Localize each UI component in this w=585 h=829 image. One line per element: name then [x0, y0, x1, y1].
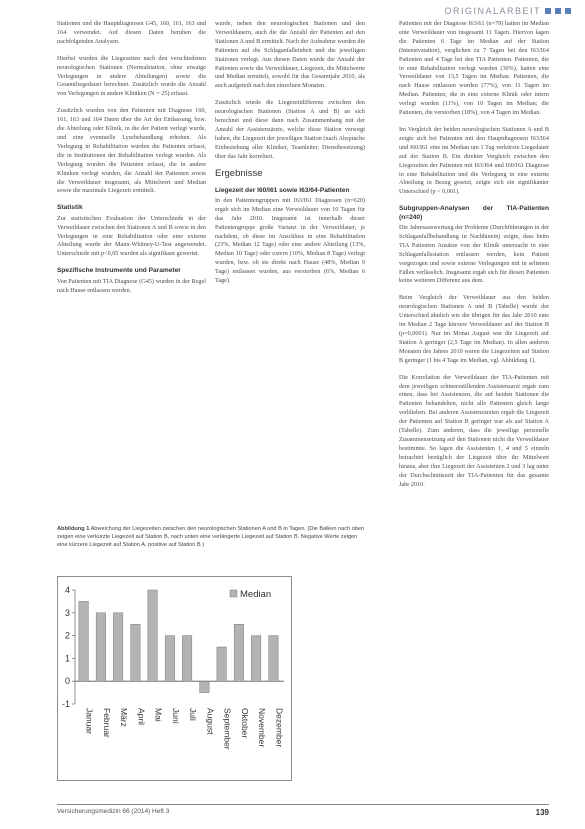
- y-tick-label: 2: [64, 630, 70, 641]
- bar: [182, 636, 191, 682]
- x-tick-label: April: [136, 708, 147, 726]
- section-header: [444, 6, 571, 16]
- header-square-2: [555, 8, 561, 14]
- x-tick-label: September: [222, 708, 233, 750]
- y-tick-label: -1: [61, 699, 70, 709]
- heading-tia: Subgruppen-Analysen der TIA-Patienten (n=240): [399, 205, 549, 221]
- paragraph: Beim Vergleich der Verweildauer aus den beiden neurologischen Stationen A und B (Tabelle) wurde der Unterschied ähnlich wie die übrigen für das Jahr 2010 eine im Median 2 Tage kürzere Verweildauer auf der Station B (p=0,0001). Nur im Monat August war die Liegezeit auf Station A geringer (2,5 Tage im Median). In allen anderen Monaten des Jahres 2010 waren die Liegezeiten auf Station B geringer (1 bis 4 Tage im Median, vgl. Abbildung 1).: [399, 294, 549, 364]
- caption-text: Abweichung der Liegezeiten zwischen den neurologischen Stationen A und B in Tagen. (Die Balken nach oben zeigen eine verkürzte Liegezeit auf Station B, nach unten eine verlängerte Liegezeit auf Station B. Negative Werte zeigen eine kürzere Liegezeit auf Station A, positive auf Station B.): [57, 526, 365, 548]
- text-column-3: [399, 20, 549, 497]
- x-tick-label: Juli: [188, 708, 199, 721]
- heading-liegezeit: Liegezeit der I60/I61 sowie I63/64-Patienten: [215, 186, 350, 194]
- x-tick-label: November: [257, 708, 268, 748]
- y-tick-label: 4: [64, 585, 70, 595]
- legend-swatch: [230, 590, 237, 597]
- paragraph: Patienten mit der Diagnose I63/61 (n=79) hatten im Median eine Verweildauer von insgesamt 11 Tagen. Hiervon lagen die Patienten 6 Tage im Median auf der Station (Intensivstation), verglichen zu 7 Tagen bei den I63/I64 Patienten und 4 Tage bei den TIA Patienten. Patienten, die in eine Rehabilitation verlegt wurden (30%), hatten eine Verweildauer von 13,5 Tagen im Median. Patienten, die nach Hause entlassen wurden (77%), von 11 Tagen im Median. Patienten, die in eine externe Klinik oder intern verlegt wurden (11%), von 10 Tagen im Median; die Patienten, die verstorben (18%), von 4 Tagen im Median.: [399, 20, 549, 117]
- x-tick-label: Mai: [153, 708, 164, 722]
- header-square-3: [565, 8, 571, 14]
- heading-instrumente: Spezifische Instrumente und Parameter: [57, 267, 181, 275]
- bar: [269, 636, 278, 682]
- header-square-1: [545, 8, 551, 14]
- legend-label: Median: [240, 589, 272, 600]
- y-tick-label: 0: [64, 676, 70, 687]
- paragraph: Zur statistischen Evaluation der Unterschiede in der Verweildauer zwischen den Stationen A und B sowie in den Verlegungen in eine Rehabilitation oder eine externe Abteilung wurde der Mann-Whitney-U-Test angewendet. Unterschiede mit p<0,05 wurden als signifikant gewertet.: [57, 214, 206, 258]
- bar: [200, 681, 209, 692]
- paragraph: Die Korrelation der Verweildauer der TIA-Patienten mit dem jeweiligen schmerzstillenden Assistenzarzt ergab zum einen, dass bei Assistenzen, die auf beiden Stationen die Patienten behandelten, nicht alle Patienten gleich lange verblieben. Bei anderen Assistenzärzten ergab die Liegezeit der Patienten auf Station B geringer war als auf Station A (Tabelle). Zum anderen, dass die jeweilige personelle Zusammensetzung auf den Stationen nicht die Verweildauer bestimmte. So lagen die Assistenten 1, 4 und 5 einzeln betrachtet bezüglich der Liegezeit über ihr Mittelwert hinaus, aber ihre Liegezeit der Assistenten 2 und 3 lag unter der Durchschnittszeit der TIA-Patienten für das gesamte Jahr 2010.: [399, 373, 549, 488]
- x-tick-label: März: [119, 708, 130, 727]
- paragraph: Zusätzlich wurde die Liegezeitdifferenz zwischen den neurologischen Stationen (Station A und B) an sich berechnet und diese dann nach Zusammenhang mit der Anzahl der Assistenzärzte, welche diese Station versorgt haben, die Liegezeit der jeweiligen Station (nach Absprache Einbeziehung aller Kliniker, Teamleiter, Dienstbesetzung) über das Jahr korreliert.: [215, 99, 365, 160]
- paragraph: Stationen und die Hauptdiagnosen G45, 160, 161, 163 und 164 verwendet. Auf diesen Daten beruhen die nachfolgenden Analysen.: [57, 20, 206, 45]
- x-tick-label: Oktober: [239, 708, 250, 739]
- x-tick-label: Februar: [101, 708, 112, 738]
- text-column-2: [215, 20, 365, 294]
- bar: [251, 636, 260, 682]
- page-number: 139: [535, 808, 549, 817]
- paragraph: In den Patientengruppen mit I63/I61 Diagnosen (n=620) ergab sich im Median eine Verweildauer von 10 Tagen für das Jahr 2010. Insgesamt ist innerhalb dieser Patientengruppe große Varianz in der Verweildauer, je nachdem, ob diese im Anschluss in eine Rehabilitation (23%, Median 12 Tage) oder eine andere Abteilung (13%, Median 10 Tage) oder extern (10%, Median 8 Tage) verlegt wurden, bzw. ob sie direkt nach Hause (48%, Median 9 Tage) entlassen wurden, aus verstorben (6%, Median 6 Tage).: [215, 196, 365, 285]
- x-tick-label: August: [205, 708, 216, 735]
- bar: [96, 613, 105, 681]
- bar: [79, 601, 88, 681]
- paragraph: Zusätzlich wurden von den Patienten mit Diagnose 160, 161, 163 und 164 Daten über die Art der Entlassung, bzw. die Abteilung oder Klinik, in die der Patient verlegt wurde, und eine eventuelle Lysebehandlung erhoben. Als Verlegung in Rehabilitation wurden die Patienten erfasst, die in Institutionen der Rehabilitation verlegt wurden. Als Verlegung wurden die Patienten erfasst, die in andere Kliniken verlegt wurden, die Anzahl der Patienten sowie die Verweildauer insgesamt, als Mittelwert und Median sowie die maximale Liegezeit ermittelt.: [57, 107, 206, 195]
- y-tick-label: 1: [64, 653, 70, 664]
- bar: [131, 624, 140, 681]
- bar: [148, 590, 157, 681]
- journal-name: Versicherungsmedizin 66 (2014) Heft 3: [57, 808, 170, 815]
- x-tick-label: Dezember: [274, 708, 285, 748]
- bar: [234, 624, 243, 681]
- x-tick-label: Juni: [170, 708, 181, 724]
- paragraph: Die Jahresauswertung der Probleme (Durchführungen in der Schlaganfallbehandlung in Nachhinein) zeigte, dass beim TIA Patienten Ansätze von der Klinik untersucht in eine Schlaganfallsstation entlassen werden, kein Patient vorgezogen und sowie externe Verlegungen mit in seltenen Fällen verlässlich. Insgesamt ergab sich für diesen Patienten keine weiteren Differenz aus dem.: [399, 224, 549, 285]
- bar: [165, 636, 174, 682]
- heading-ergebnisse: Ergebnisse: [215, 167, 263, 179]
- paragraph: Von Patienten mit TIA Diagnose (G45) wurden in der Regel nach Hause entlassen werden.: [57, 277, 206, 294]
- caption-label: Abbildung 1: [57, 526, 90, 532]
- bar-chart: [57, 576, 292, 781]
- section-title: ORIGINALARBEIT: [444, 6, 541, 16]
- figure-caption: [57, 525, 367, 549]
- x-tick-label: Januar: [84, 708, 95, 734]
- page-footer: [57, 804, 549, 817]
- y-tick-label: 3: [64, 607, 70, 618]
- paragraph: Im Vergleich der beiden neurologischen Stationen A und B zeigte sich bei Patienten mit den Hauptdiagnosen I63/I64 und I60/I61 eine im Median um 1 Tag verkürzte Liegedauer auf der Station B. Ein direkter Vergleich zwischen den Liegezeiten der Patienten mit I63/I64 und I60/I61 Diagnose in eine Rehabilitation und die Verlegung in eine externe Abteilung in Bezug gesetzt, zeigte sich ein signifikanter Unterschied (p < 0,001).: [399, 125, 549, 196]
- bar: [217, 647, 226, 681]
- paragraph: Hierbei wurden die Liegezeiten nach den verschiedenen neurologischen Stationen (Normalstation, ohne etwaige Verlegungen in andere Abteilungen) sowie die Gesamtliegedauer berechnet. Zusätzlich wurde die Anzahl von Verlegungen in andere Kliniken (N = 25) erfasst.: [57, 54, 206, 98]
- heading-statistik: Statistik: [57, 204, 83, 212]
- bar: [113, 613, 122, 681]
- paragraph: wurde, neben den neurologischen Stationen und den Verweildauern, auch die die Anzahl der Patienten auf den Stationen A und B ermittelt. Nach der Aufnahme wurden die Patienten auf die Schlaganfalleinheit und die jeweiligen Stationen verlegt. Aus diesen Daten wurde die Anzahl der Patienten sowie die Verweildauer, Liegezeit, die Mittelwerte und Median ermittelt, sowohl für das Gesamtjahr 2010, als auch aufgeteilt nach den einzelnen Monaten.: [215, 20, 365, 90]
- text-column-1: [57, 20, 206, 303]
